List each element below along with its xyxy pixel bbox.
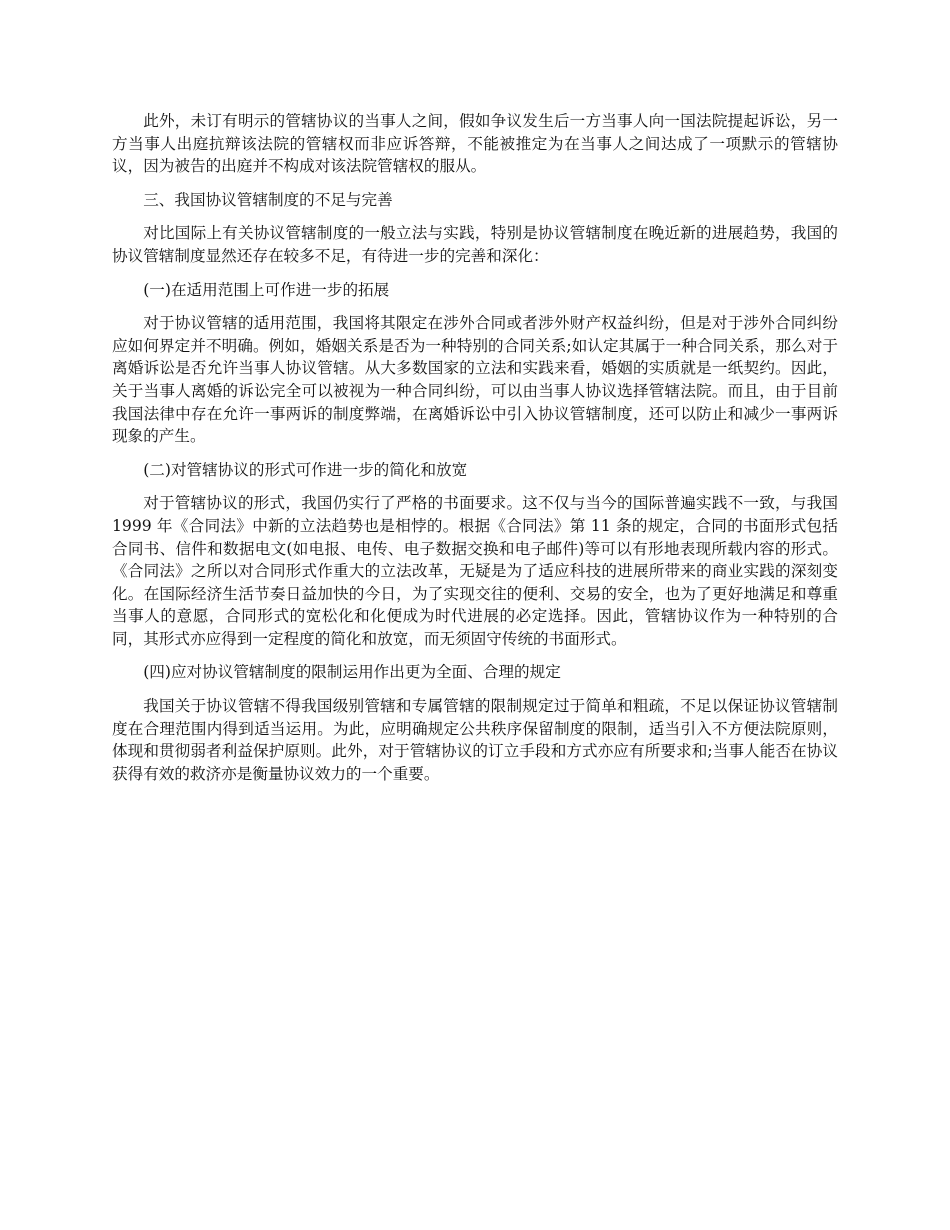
paragraph-restrictions: 我国关于协议管辖不得我国级别管辖和专属管辖的限制规定过于简单和粗疏，不足以保证协议管辖制度在合理范围内得到适当运用。为此，应明确规定公共秩序保留制度的限制，适当引入不方便法院原则，体现和贯彻弱者利益保护原则。此外，对于管辖协议的订立手段和方式亦应有所要求和;当事人能否在协议获得有效的救济亦是衡量协议效力的一个重要。 [112,697,838,783]
subheading-restrictions: (四)应对协议管辖制度的限制运用作出更为全面、合理的规定 [143,663,561,682]
document-page [112,110,838,796]
paragraph-comparison: 对比国际上有关协议管辖制度的一般立法与实践，特别是协议管辖制度在晚近新的进展趋势，我国的协议管辖制度显然还存在较多不足，有待进一步的完善和深化： [112,224,838,265]
paragraph-form: 对于管辖协议的形式，我国仍实行了严格的书面要求。这不仅与当今的国际普遍实践不一致，与我国 1999 年《合同法》中新的立法趋势也是相悖的。根据《合同法》第 11 条的规定，合同的书面形式包括合同书、信件和数据电文(如电报、电传、电子数据交换和电子邮件)等可以有形地表现所载内容的形式。《合同法》之所以对合同形式作重大的立法改革，无疑是为了适应科技的进展所带来的商业实践的深刻变化。在国际经济生活节奏日益加快的今日，为了实现交往的便利、交易的安全，也为了更好地满足和尊重当事人的意愿，合同形式的宽松化和化便成为时代进展的必定选择。因此，管辖协议作为一种特别的合同，其形式亦应得到一定程度的简化和放宽，而无须固守传统的书面形式。 [112,494,838,648]
paragraph-scope: 对于协议管辖的适用范围，我国将其限定在涉外合同或者涉外财产权益纠纷，但是对于涉外合同纠纷应如何界定并不明确。例如，婚姻关系是否为一种特别的合同关系;如认定其属于一种合同关系，那么对于离婚诉讼是否允许当事人协议管辖。从大多数国家的立法和实践来看，婚姻的实质就是一纸契约。因此，关于当事人离婚的诉讼完全可以被视为一种合同纠纷，可以由当事人协议选择管辖法院。而且，由于目前我国法律中存在允许一事两诉的制度弊端，在离婚诉讼中引入协议管辖制度，还可以防止和减少一事两诉现象的产生。 [112,314,838,446]
paragraph-implied-agreement: 此外，未订有明示的管辖协议的当事人之间，假如争议发生后一方当事人向一国法院提起诉讼，另一方当事人出庭抗辩该法院的管辖权而非应诉答辩，不能被推定为在当事人之间达成了一项默示的管辖协议，因为被告的出庭并不构成对该法院管辖权的服从。 [112,112,838,176]
subheading-scope: (一)在适用范围上可作进一步的拓展 [143,280,390,299]
subheading-form: (二)对管辖协议的形式可作进一步的简化和放宽 [143,460,468,479]
section-heading-shortcomings: 三、我国协议管辖制度的不足与完善 [143,190,393,209]
